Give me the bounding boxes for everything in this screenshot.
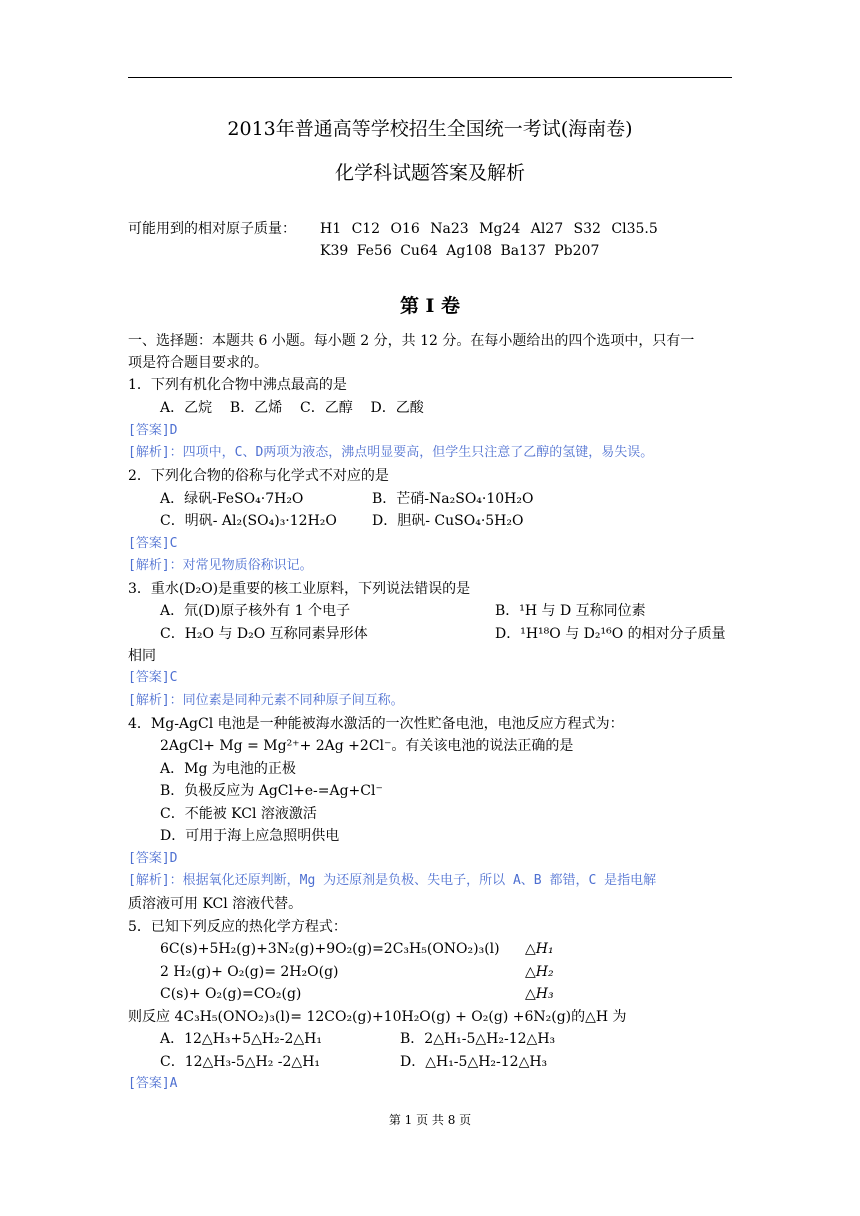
q3-option-c: C．H₂O 与 D₂O 互称同素异形体 xyxy=(160,626,368,642)
instructions-line-1: 一、选择题：本题共 6 小题。每小题 2 分，共 12 分。在每小题给出的四个选项中，只有一 xyxy=(128,333,695,349)
q4-stem: 4．Mg-AgCl 电池是一种能被海水激活的一次性贮备电池，电池反应方程式为： xyxy=(128,716,624,732)
atomic-mass-row-2: K39 Fe56 Cu64 Ag108 Ba137 Pb207 xyxy=(320,243,600,259)
q5-equation-1-enthalpy: △H₁ xyxy=(525,941,554,957)
q5-equation-3: C(s)+ O₂(g)=CO₂(g) xyxy=(160,986,302,1002)
q2-option-c: C．明矾- Al₂(SO₄)₃·12H₂O xyxy=(160,513,337,529)
q4-option-a: A．Mg 为电池的正极 xyxy=(160,761,296,777)
q3-answer: [答案]C xyxy=(128,670,178,685)
q5-equation-3-enthalpy: △H₃ xyxy=(525,986,554,1002)
instructions-line-2: 项是符合题目要求的。 xyxy=(128,355,268,371)
q1-answer: [答案]D xyxy=(128,423,178,438)
q3-option-b: B．¹H 与 D 互称同位素 xyxy=(495,603,646,619)
q1-stem: 1．下列有机化合物中沸点最高的是 xyxy=(128,377,347,393)
q3-option-d: D．¹H¹⁸O 与 D₂¹⁶O 的相对分子质量 xyxy=(495,626,726,642)
atomic-mass-row-1: H1 C12 O16 Na23 Mg24 Al27 S32 Cl35.5 xyxy=(320,221,658,237)
q3-stem: 3．重水(D₂O)是重要的核工业原料，下列说法错误的是 xyxy=(128,581,471,597)
q4-analysis-line-1: [解析]：根据氧化还原判断，Mg 为还原剂是负极、失电子，所以 A、B 都错，C 是指电解 xyxy=(128,873,657,888)
q2-analysis: [解析]：对常见物质俗称识记。 xyxy=(128,558,313,573)
q2-option-a: A．绿矾-FeSO₄·7H₂O xyxy=(160,491,304,507)
q4-option-c: C．不能被 KCl 溶液激活 xyxy=(160,806,317,822)
q3-option-d-continued: 相同 xyxy=(128,648,156,664)
q4-answer: [答案]D xyxy=(128,851,178,866)
page-footer: 第 1 页 共 8 页 xyxy=(388,1113,472,1127)
title-line-2: 化学科试题答案及解析 xyxy=(334,162,525,184)
q4-equation: 2AgCl+ Mg = Mg²⁺+ 2Ag +2Cl⁻。有关该电池的说法正确的是 xyxy=(160,738,574,754)
q5-equation-2-enthalpy: △H₂ xyxy=(525,964,554,980)
q4-option-d: D．可用于海上应急照明供电 xyxy=(160,828,340,844)
q5-option-c: C．12△H₃-5△H₂ -2△H₁ xyxy=(160,1054,321,1070)
q2-answer: [答案]C xyxy=(128,536,178,551)
q1-options: A．乙烷 B．乙烯 C．乙醇 D．乙酸 xyxy=(160,400,424,416)
q2-stem: 2．下列化合物的俗称与化学式不对应的是 xyxy=(128,468,389,484)
q3-analysis: [解析]：同位素是同种元素不同种原子间互称。 xyxy=(128,693,404,708)
q2-option-b: B．芒硝-Na₂SO₄·10H₂O xyxy=(372,491,534,507)
header-rule xyxy=(128,77,732,78)
q5-equation-1: 6C(s)+5H₂(g)+3N₂(g)+9O₂(g)=2C₃H₅(ONO₂)₃(l) xyxy=(160,941,500,957)
q4-analysis-line-2: 质溶液可用 KCl 溶液代替。 xyxy=(128,896,303,912)
q5-stem: 5．已知下列反应的热化学方程式： xyxy=(128,919,347,935)
q4-option-b: B．负极反应为 AgCl+e-=Ag+Cl⁻ xyxy=(160,783,383,799)
section-title: 第 I 卷 xyxy=(399,295,461,317)
q5-option-d: D．△H₁-5△H₂-12△H₃ xyxy=(400,1054,548,1070)
q5-target-reaction: 则反应 4C₃H₅(ONO₂)₃(l)= 12CO₂(g)+10H₂O(g) + O₂(g) +6N₂(g)的△H 为 xyxy=(128,1009,627,1025)
q3-option-a: A．氘(D)原子核外有 1 个电子 xyxy=(160,603,351,619)
q5-option-a: A．12△H₃+5△H₂-2△H₁ xyxy=(160,1031,322,1047)
q5-answer: [答案]A xyxy=(128,1076,178,1091)
title-line-1: 2013年普通高等学校招生全国统一考试(海南卷) xyxy=(227,118,633,140)
q1-analysis: [解析]：四项中，C、D两项为液态，沸点明显要高，但学生只注意了乙醇的氢键，易失误。 xyxy=(128,445,654,460)
atomic-mass-label: 可能用到的相对原子质量： xyxy=(128,221,296,237)
q5-option-b: B．2△H₁-5△H₂-12△H₃ xyxy=(400,1031,556,1047)
q2-option-d: D．胆矾- CuSO₄·5H₂O xyxy=(372,513,524,529)
q5-equation-2: 2 H₂(g)+ O₂(g)= 2H₂O(g) xyxy=(160,964,339,980)
